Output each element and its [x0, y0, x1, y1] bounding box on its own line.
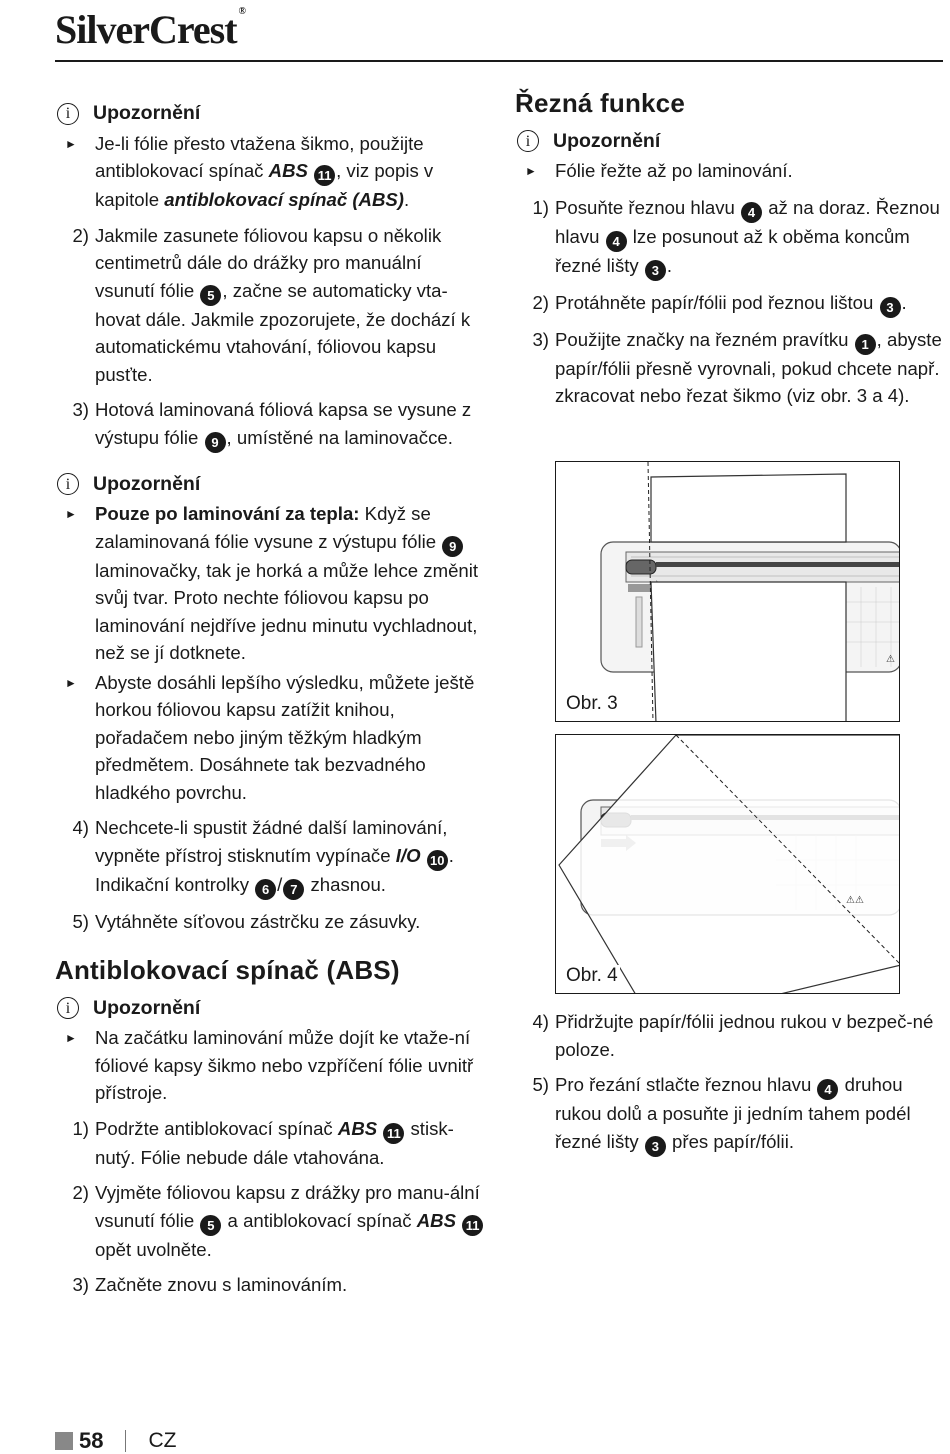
step-item: 2) Protáhněte papír/fólii pod řeznou lištou 3 .	[515, 289, 945, 318]
footer-square-icon	[55, 1432, 73, 1450]
step-item: 1) Podržte antiblokovací spínač ABS 11 stisk-nutý. Fólie nebude dále vtahována.	[72, 1117, 454, 1168]
note-heading: i Upozornění	[515, 128, 945, 156]
svg-text:⚠: ⚠	[886, 654, 895, 665]
step-item: 3) Použijte značky na řezném pravítku 1 , abyste papír/fólii přesně vyrovnali, pokud chcete např. zkracovat nebo řezat šikmo (viz obr. 3 a 4).	[532, 328, 942, 406]
list-item: ► Na začátku laminování může dojít ke vtaže-ní fóliové kapsy šikmo nebo vzpříčení fólie uvnitř přístroje.	[55, 1024, 485, 1107]
figure-caption: Obr. 4	[566, 965, 618, 986]
figure-4	[555, 734, 900, 994]
step-item: 4) Přidržujte papír/fólii jednou rukou v bezpeč-né poloze.	[532, 1011, 934, 1060]
arrow-bullet-icon: ►	[525, 164, 537, 178]
info-icon: i	[57, 103, 79, 125]
list-item: ► Fólie řežte až po laminování.	[515, 157, 945, 186]
svg-text:⚠⚠: ⚠⚠	[846, 895, 864, 906]
section-heading: Řezná funkce	[515, 88, 686, 118]
header-rule	[55, 60, 943, 62]
step-item: 3) Začněte znovu s laminováním.	[72, 1274, 348, 1295]
language-code: CZ	[148, 1429, 177, 1452]
info-icon: i	[57, 473, 79, 495]
figure-3	[555, 461, 900, 722]
list-item: ► Abyste dosáhli lepšího výsledku, můžete ještě horkou fóliovou kapsu zatížit knihou, pořadačem nebo jiným těžkým hladkým předmětem. Dosáhnete tak bezvadného hladkého povrchu.	[55, 669, 485, 807]
arrow-bullet-icon: ►	[65, 1031, 77, 1045]
page-number: 58	[79, 1428, 104, 1453]
step-item: 3) Hotová laminovaná fóliová kapsa se vysune z výstupu fólie 9 , umístěné na laminovačce.	[55, 396, 485, 453]
step-item: 1) Posuňte řeznou hlavu 4 až na doraz. Řeznou hlavu 4 lze posunout až k oběma koncům řezné lišty 3 .	[515, 194, 945, 281]
arrow-bullet-icon: ►	[65, 675, 77, 690]
note-heading: i Upozornění	[55, 100, 485, 128]
page-footer	[55, 1428, 176, 1454]
arrow-bullet-icon: ►	[65, 136, 77, 151]
right-column	[515, 90, 945, 410]
brand-logo: SilverCrest ®	[55, 6, 246, 52]
arrow-bullet-icon: ►	[65, 507, 77, 521]
cutter-illustration-straight	[556, 462, 900, 722]
section-heading: Antiblokovací spínač (ABS)	[55, 955, 400, 985]
note-heading: i Upozornění	[55, 995, 485, 1023]
step-item: 5) Pro řezání stlačte řeznou hlavu 4 druhou rukou dolů a posuňte ji jedním tahem podél řezné lišty 3 přes papír/fólii.	[515, 1071, 945, 1157]
info-icon: i	[517, 130, 539, 152]
figure-caption: Obr. 3	[566, 693, 618, 714]
step-item: 4) Nechcete-li spustit žádné další laminování, vypněte přístroj stisknutím vypínače I/O 10 . Indikační kontrolky 6 / 7 zhasnou.	[55, 814, 485, 900]
info-icon: i	[57, 997, 79, 1019]
list-item: ► Je-li fólie přesto vtažena šikmo, použijte antiblokovací spínač ABS 11 , viz popis v kapitole antiblokovací spínač (ABS).	[55, 130, 485, 214]
step-item: 2) Vyjměte fóliovou kapsu z drážky pro manu-ální vsunutí fólie 5 a antiblokovací spínač ABS 11 opět uvolněte.	[55, 1179, 485, 1263]
step-item: 5) Vytáhněte síťovou zástrčku ze zásuvky.	[72, 910, 421, 932]
footer-divider	[125, 1430, 126, 1452]
right-column-lower	[515, 1008, 945, 1157]
cutter-illustration-diagonal	[556, 735, 900, 994]
left-column	[55, 96, 485, 1299]
list-item: ► Pouze po laminování za tepla: Když se zalaminovaná fólie vysune z výstupu fólie 9 laminovačky, tak je horká a může lehce změnit svůj tvar. Proto nechte fóliovou kapsu po laminování nejdříve jednu minutu vychladnout, než se jí dotknete.	[55, 500, 485, 667]
step-item: 2) Jakmile zasunete fóliovou kapsu o několik centimetrů dále do drážky pro manuální vsunutí fólie 5 , začne se automaticky vta-hovat dále. Jakmile zpozorujete, že dochází k automatickému vtahování, fóliovou kapsu pusťte.	[72, 224, 471, 385]
note-heading: i Upozornění	[55, 471, 485, 499]
